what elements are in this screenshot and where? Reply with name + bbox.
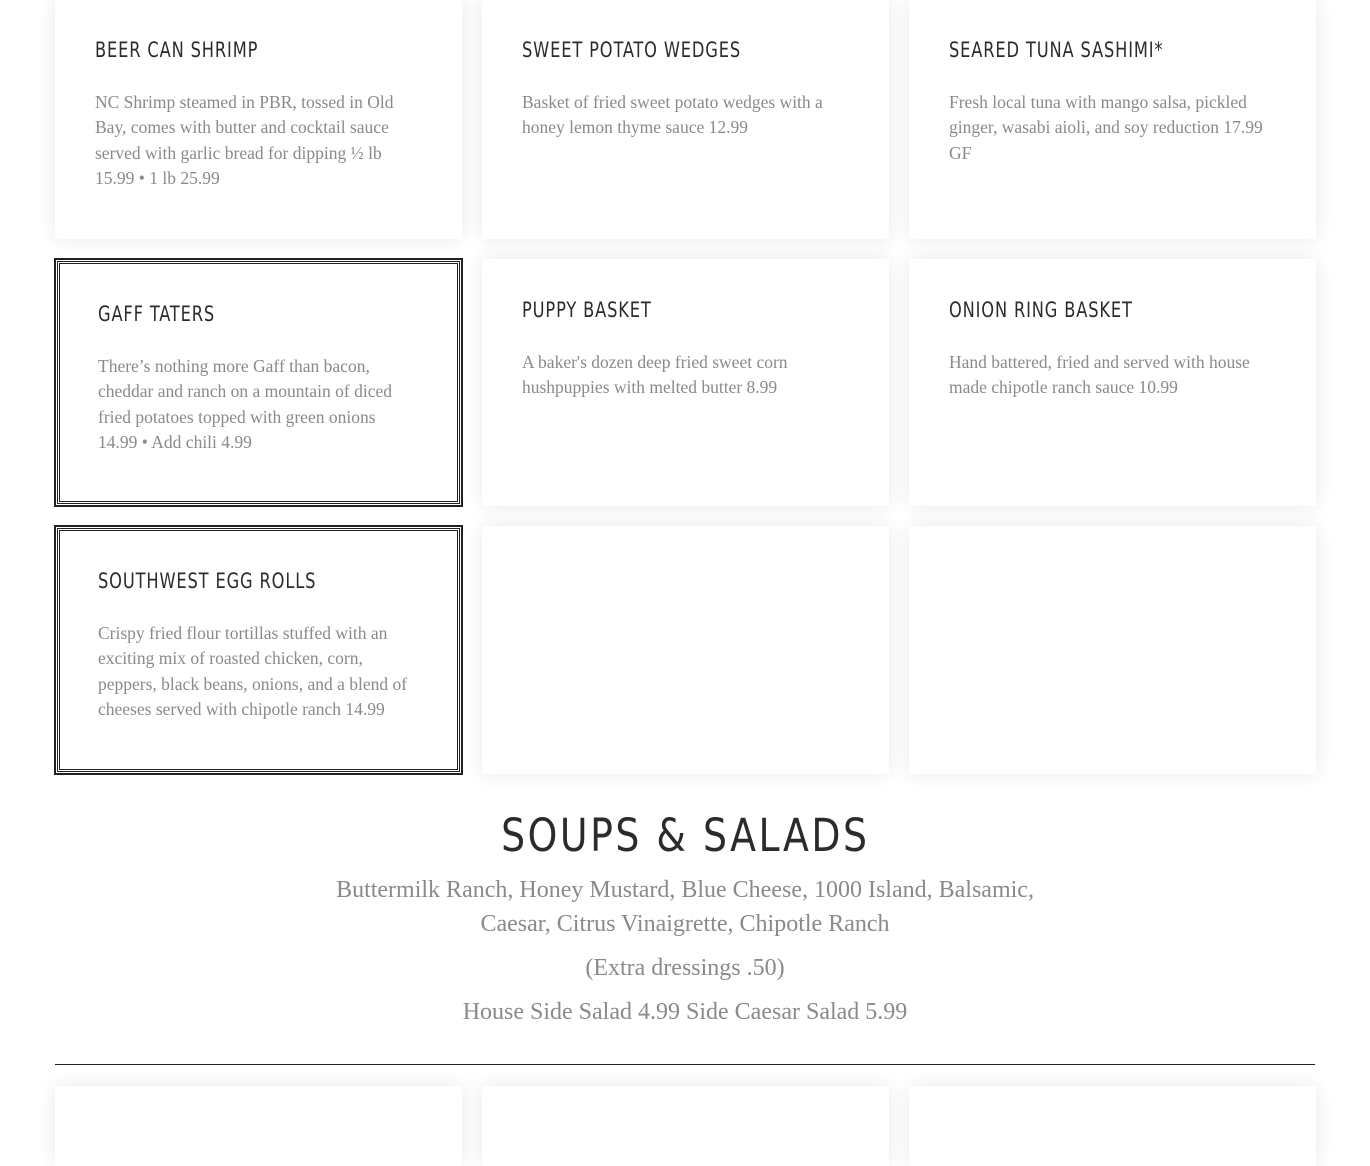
section-divider <box>55 1064 1315 1065</box>
menu-card-partial[interactable] <box>55 1086 462 1166</box>
next-section-row <box>55 1086 1315 1166</box>
menu-item-description: Fresh local tuna with mango salsa, pickled ginger, wasabi aioli, and soy reduction 17.99 GF <box>949 92 1263 163</box>
menu-item-title: SEARED TUNA SASHIMI* <box>949 38 1164 62</box>
menu-card-partial[interactable] <box>482 1086 889 1166</box>
section-heading-soups-salads <box>0 808 1370 864</box>
appetizer-row-3 <box>55 526 1315 774</box>
menu-item-description: Hand battered, fried and served with house made chipotle ranch sauce 10.99 <box>949 352 1250 398</box>
appetizer-row-1 <box>55 0 1315 239</box>
menu-card-southwest-egg-rolls[interactable] <box>55 526 462 774</box>
menu-item-title: SWEET POTATO WEDGES <box>522 38 742 62</box>
menu-card-partial[interactable] <box>909 1086 1316 1166</box>
menu-item-description: Basket of fried sweet potato wedges with a honey lemon thyme sauce 12.99 <box>522 92 823 138</box>
side-salads-prices: House Side Salad 4.99 Side Caesar Salad 5.99 <box>462 999 908 1025</box>
menu-item-description: A baker's dozen deep fried sweet corn hushpuppies with melted butter 8.99 <box>522 352 788 398</box>
menu-item-description: Crispy fried flour tortillas stuffed with an exciting mix of roasted chicken, corn, peppers, black beans, onions, and a blend of cheeses served with chipotle ranch 14.99 <box>98 623 408 719</box>
dressings-text: Buttermilk Ranch, Honey Mustard, Blue Cheese, 1000 Island, Balsamic, Caesar, Citrus Vinaigrette, Chipotle Ranch <box>336 877 1034 937</box>
empty-menu-card <box>482 526 889 774</box>
menu-item-description: NC Shrimp steamed in PBR, tossed in Old Bay, comes with butter and cocktail sauce served with garlic bread for dipping ½ lb 15.99 • 1 lb 25.99 <box>95 92 394 188</box>
section-heading-text: SOUPS & SALADS <box>500 809 870 862</box>
menu-item-description: There’s nothing more Gaff than bacon, cheddar and ranch on a mountain of diced fried potatoes topped with green onions 14.99 • Add chili 4.99 <box>98 356 392 452</box>
menu-item-title: GAFF TATERS <box>98 302 216 326</box>
menu-card-gaff-taters[interactable] <box>55 259 462 506</box>
menu-item-title: ONION RING BASKET <box>949 298 1133 322</box>
menu-card-puppy-basket[interactable] <box>482 259 889 506</box>
menu-card-beer-can-shrimp[interactable] <box>55 0 462 239</box>
menu-item-title: PUPPY BASKET <box>522 298 652 322</box>
menu-card-onion-ring-basket[interactable] <box>909 259 1316 506</box>
menu-card-sweet-potato-wedges[interactable] <box>482 0 889 239</box>
menu-card-seared-tuna-sashimi[interactable] <box>909 0 1316 239</box>
empty-menu-card <box>909 526 1316 774</box>
appetizer-row-2 <box>55 259 1315 506</box>
menu-item-title: BEER CAN SHRIMP <box>95 38 259 62</box>
menu-item-title: SOUTHWEST EGG ROLLS <box>98 569 317 593</box>
dressings-list <box>0 873 1370 941</box>
extra-dressings-note: (Extra dressings .50) <box>585 955 785 981</box>
